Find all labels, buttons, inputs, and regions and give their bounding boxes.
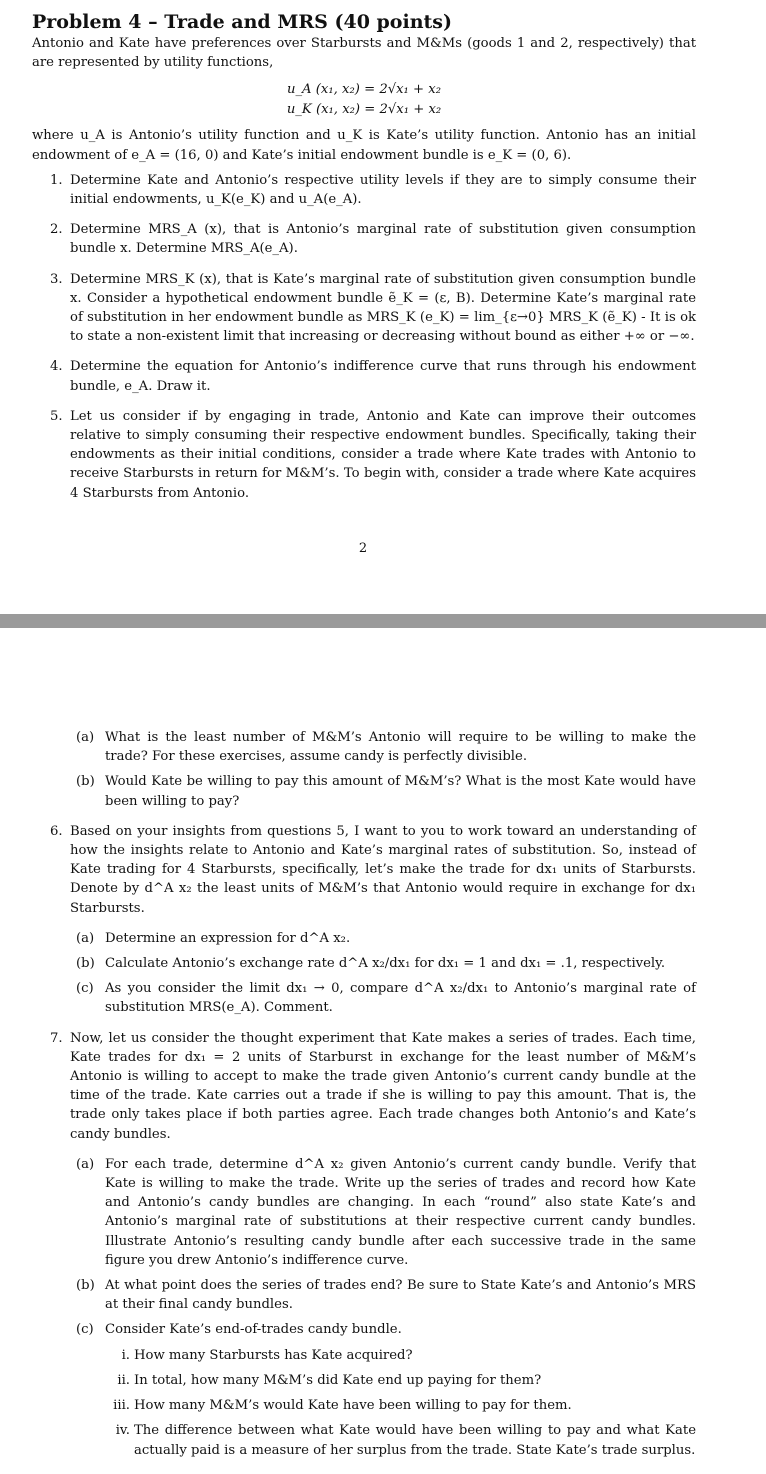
question-7c xyxy=(32,1320,696,1339)
item-text: How many M&M’s would Kate have been willing to pay for them. xyxy=(134,1398,572,1414)
question-5 xyxy=(32,407,696,503)
intro-text: Antonio and Kate have preferences over Starbursts and M&Ms (goods 1 and 2, respectively) that are represented by utility functions, xyxy=(32,36,696,71)
subquestion-label: (b) xyxy=(76,956,95,972)
page-2 xyxy=(0,628,766,1474)
subquestion-text: At what point does the series of trades end? Be sure to State Kate’s and Antonio’s MRS at their final candy bundles. xyxy=(105,1278,696,1313)
page-1 xyxy=(0,0,766,614)
question-7c-iii xyxy=(32,1396,696,1415)
question-6b xyxy=(32,954,696,973)
item-label: ii. xyxy=(117,1372,130,1388)
subquestion-label: (b) xyxy=(76,1278,95,1294)
item-label: i. xyxy=(121,1347,130,1363)
subquestion-label: (a) xyxy=(76,1156,95,1172)
subquestion-text: Consider Kate’s end-of-trades candy bundle. xyxy=(105,1322,402,1338)
subquestion-text: What is the least number of M&M’s Antonio will require to be willing to make the trade? For these exercises, assume candy is perfectly divisible. xyxy=(105,730,696,765)
subquestion-label: (a) xyxy=(76,730,95,745)
subquestion-text: As you consider the limit dx₁ → 0, compare d^A x₂/dx₁ to Antonio’s marginal rate of substitution MRS(e_A). Comment. xyxy=(105,981,696,1016)
item-text: In total, how many M&M’s did Kate end up paying for them? xyxy=(134,1372,542,1388)
question-number: 4. xyxy=(50,359,63,375)
item-label: iv. xyxy=(115,1423,130,1439)
question-number: 2. xyxy=(50,222,63,238)
question-text: Determine MRS_K (x), that is Kate’s marginal rate of substitution given consumption bundle x. Consider a hypothetical endowment bundle ẽ_K = (ε, B). Determine Kate’s marginal rate of substitution in her endowment bundle as MRS_K (e_K) = lim_{ε→0} MRS_K (ẽ_K) - It is ok to state a non-existent limit that increasing or decreasing without bound as either +∞ or −∞. xyxy=(70,271,696,345)
question-number: 7. xyxy=(50,1030,63,1046)
question-text: Determine Kate and Antonio’s respective utility levels if they are to simply consume their initial endowments, u_K(e_K) and u_A(e_A). xyxy=(70,172,696,208)
subquestion-label: (a) xyxy=(76,930,95,946)
utility-kate: u_K (x₁, x₂) = 2√x₁ + x₂ xyxy=(286,102,442,118)
question-number: 3. xyxy=(50,271,63,287)
question-text: Now, let us consider the thought experiment that Kate makes a series of trades. Each time, Kate trades for dx₁ = 2 units of Starburst in exchange for the least number of M&M’s Antonio is willing to accept to make the trade given Antonio’s current candy bundle at the time of the trade. Kate carries out a trade if she is willing to pay this amount. That is, the trade only takes place if both parties agree. Each trade changes both Antonio’s and Kate’s candy bundles. xyxy=(70,1030,696,1142)
question-text: Based on your insights from questions 5, I want to you to work toward an understanding of how the insights relate to Antonio and Kate’s marginal rates of substitution. So, instead of Kate trading for 4 Starbursts, specifically, let’s make the trade for dx₁ units of Starbursts. Denote by d^A x₂ the least units of M&M’s that Antonio would require in exchange for dx₁ Starbursts. xyxy=(70,823,696,916)
subquestion-text: Would Kate be willing to pay this amount of M&M’s? What is the most Kate would have been willing to pay? xyxy=(105,774,696,809)
question-6a xyxy=(32,929,696,948)
question-7b xyxy=(32,1276,696,1314)
question-5a xyxy=(32,728,696,766)
problem-title: Problem 4 – Trade and MRS (40 points) xyxy=(32,11,452,33)
question-text: Determine the equation for Antonio’s indifference curve that runs through his endowment bundle, e_A. Draw it. xyxy=(70,359,696,394)
subquestion-text: Calculate Antonio’s exchange rate d^A x₂/dx₁ for dx₁ = 1 and dx₁ = .1, respectively. xyxy=(105,956,666,972)
subquestion-text: For each trade, determine d^A x₂ given Antonio’s current candy bundle. Verify that Kate is willing to make the trade. Write up the series of trades and record how Kate and Antonio’s candy bundles are changing. In each “round” also state Kate’s and Antonio’s marginal rate of substitutions at their respective current candy bundles. Illustrate Antonio’s resulting candy bundle after each successive trade in the same figure you drew Antonio’s indifference curve. xyxy=(105,1156,696,1268)
question-number: 6. xyxy=(50,823,63,839)
item-text: How many Starbursts has Kate acquired? xyxy=(134,1347,413,1363)
question-7c-i xyxy=(32,1346,696,1365)
item-label: iii. xyxy=(113,1398,130,1414)
utility-equations xyxy=(32,80,696,120)
question-number: 5. xyxy=(50,408,63,424)
utility-antonio: u_A (x₁, x₂) = 2√x₁ + x₂ xyxy=(286,82,442,98)
page-separator xyxy=(0,614,766,628)
endowment-text: where u_A is Antonio’s utility function and u_K is Kate’s utility function. Antonio has an initial endowment of e_A = (16, 0) and Kate’s initial endowment bundle is e_K = (0, 6). xyxy=(32,128,696,163)
page-1-content xyxy=(32,10,696,503)
question-4 xyxy=(32,357,696,395)
subquestion-label: (c) xyxy=(76,981,94,997)
question-text: Let us consider if by engaging in trade, Antonio and Kate can improve their outcomes relative to simply consuming their respective endowment bundles. Specifically, taking their endowments as their initial conditions, consider a trade where Kate trades with Antonio to receive Starbursts in return for M&M’s. To begin with, consider a trade where Kate acquires 4 Starbursts from Antonio. xyxy=(70,408,696,501)
question-1 xyxy=(32,171,696,209)
page-2-content xyxy=(32,728,696,1460)
question-2 xyxy=(32,220,696,258)
question-7 xyxy=(32,1029,696,1144)
question-7c-ii xyxy=(32,1371,696,1390)
subquestion-text: Determine an expression for d^A x₂. xyxy=(105,930,351,946)
question-5b xyxy=(32,772,696,810)
question-3 xyxy=(32,270,696,347)
question-text: Determine MRS_A (x), that is Antonio’s marginal rate of substitution given consumption bundle x. Determine MRS_A(e_A). xyxy=(70,222,696,257)
question-number: 1. xyxy=(50,172,63,188)
question-7a xyxy=(32,1155,696,1270)
question-6c xyxy=(32,979,696,1017)
question-7c-iv xyxy=(32,1421,696,1459)
item-text: The difference between what Kate would have been willing to pay and what Kate actually paid is a measure of her surplus from the trade. State Kate’s trade surplus. xyxy=(134,1423,696,1458)
question-6 xyxy=(32,822,696,918)
page-number: 2 xyxy=(358,541,368,556)
subquestion-label: (b) xyxy=(76,774,95,790)
subquestion-label: (c) xyxy=(76,1322,94,1338)
